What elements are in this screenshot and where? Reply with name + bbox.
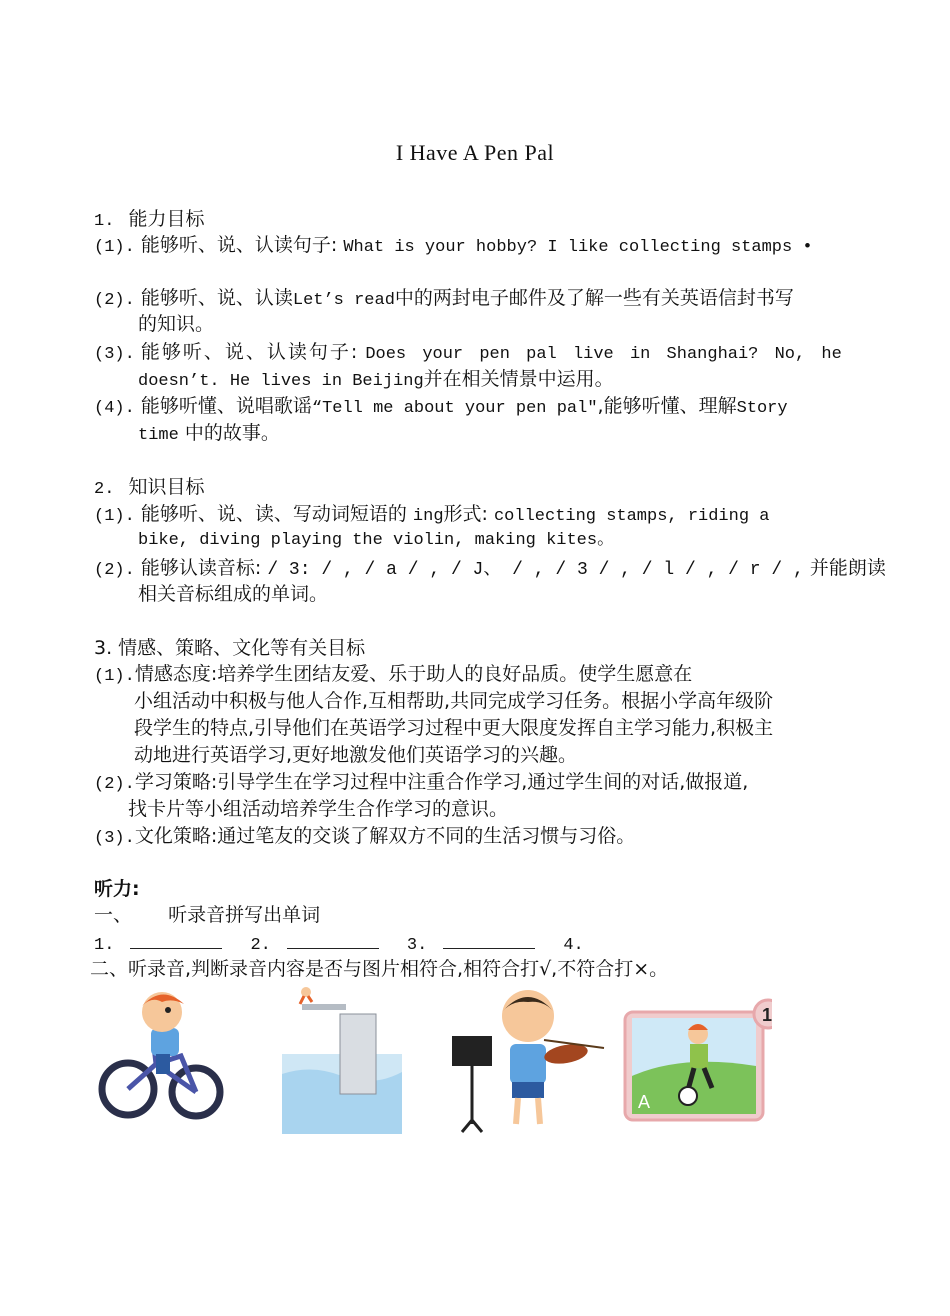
item-english: time (138, 426, 179, 445)
item-text: 能够听、说、读、写动词短语的 (140, 503, 407, 525)
item-number: (2). (94, 775, 135, 794)
s1-item-2-line2: 的知识。 (138, 313, 215, 335)
section-1-heading (94, 206, 204, 235)
item-english: Does your pen pal live in Shanghai? No, he (365, 345, 842, 364)
item-english-2: Story (736, 399, 788, 418)
heading-text: 知识目标 (128, 476, 205, 498)
item-number: (1). (94, 507, 135, 526)
s2-item-2 (94, 555, 886, 584)
item-text-2: 形式: (443, 503, 488, 525)
section-2-heading (94, 474, 204, 503)
item-number: (3). (94, 345, 135, 364)
blank-label: 3. (406, 936, 428, 955)
item-english: “Tell me about your pen pal″ (311, 399, 598, 418)
blank-label: 4. (563, 936, 584, 955)
question-text: 听录音拼写出单词 (168, 904, 321, 926)
s3-item-1-line2: 小组活动中积极与他人合作,互相帮助,共同完成学习任务。根据小学高年级阶 (134, 690, 774, 712)
boy-playing-football-card-image (622, 984, 772, 1134)
listening-q1 (94, 902, 320, 928)
item-text: 能够听、说、认读句子: (140, 234, 338, 256)
blank-label: 1. (94, 936, 115, 955)
question-number: 一、 (94, 904, 133, 926)
card-number: 1 (762, 1005, 772, 1025)
s3-item-2-line2: 找卡片等小组活动培养学生合作学习的意识。 (128, 798, 509, 820)
s3-item-1 (94, 661, 692, 690)
s2-item-2-line2: 相关音标组成的单词。 (138, 583, 329, 605)
item-number: (1). (94, 667, 135, 686)
item-number: (1). (94, 238, 135, 257)
s1-item-4 (94, 393, 788, 422)
item-text-2: 并能朗读 (809, 557, 886, 579)
item-english-2: collecting stamps, riding a (493, 507, 770, 526)
item-text-2: 中的两封电子邮件及了解一些有关英语信封书写 (394, 287, 794, 309)
item-number: (2). (94, 291, 135, 310)
s1-item-4-line2 (138, 420, 280, 449)
item-text: 文化策略:通过笔友的交谈了解双方不同的生活习惯与习俗。 (134, 825, 636, 847)
s1-item-3-line2 (138, 366, 614, 395)
section-3-heading: 3. 情感、策略、文化等有关目标 (94, 637, 366, 659)
item-text: 能够听、说、认读 (140, 287, 293, 309)
item-text: 能够认读音标: (140, 557, 262, 579)
s2-item-1-line2: bike, diving playing the violin, making kites。 (138, 531, 615, 550)
s1-item-3 (94, 339, 842, 368)
heading-number: 2. (94, 480, 115, 499)
s3-item-1-line3: 段学生的特点,引导他们在英语学习过程中更大限度发挥自主学习能力,积极主 (134, 717, 774, 739)
answer-blank-1[interactable] (130, 932, 222, 949)
item-text: 能够听、说、认读句子: (140, 341, 360, 363)
item-number: (4). (94, 399, 135, 418)
heading-text: 能力目标 (128, 208, 205, 230)
phonetic-symbols: / 3: / , / a / , / J、 / , / 3 / , / l / , / r / , (267, 560, 804, 580)
s3-item-1-line4: 动地进行英语学习,更好地激发他们英语学习的兴趣。 (134, 744, 578, 766)
s2-item-1 (94, 501, 769, 530)
item-text: 情感态度:培养学生团结友爱、乐于助人的良好品质。使学生愿意在 (134, 663, 693, 685)
item-text: 中的故事。 (184, 422, 280, 444)
heading-number: 1. (94, 212, 115, 231)
item-text: 学习策略:引导学生在学习过程中注重合作学习,通过学生间的对话,做报道, (134, 771, 749, 793)
diving-pool-image (282, 984, 412, 1134)
s3-item-3 (94, 823, 635, 852)
item-english: Let’s read (292, 291, 395, 310)
s1-item-2 (94, 285, 794, 314)
item-english: doesn’t. He lives in Beijing (138, 372, 424, 391)
item-number: (3). (94, 829, 135, 848)
item-number: (2). (94, 561, 135, 580)
answer-blanks (94, 930, 584, 959)
page-title: I Have A Pen Pal (395, 140, 555, 165)
item-text: 能够听懂、说唱歌谣 (140, 395, 312, 417)
blank-label: 2. (250, 936, 271, 955)
item-text-2: ,能够听懂、理解 (597, 395, 737, 417)
boy-playing-violin-image (448, 984, 608, 1134)
card-letter: A (638, 1092, 651, 1112)
item-text: 并在相关情景中运用。 (423, 368, 614, 390)
answer-blank-3[interactable] (443, 932, 535, 949)
s3-item-2 (94, 769, 748, 798)
item-english: What is your hobby? I like collecting stamps • (343, 238, 813, 257)
item-english: ing (412, 507, 444, 526)
boy-riding-bike-image (96, 984, 226, 1134)
listening-q2: 二、听录音,判断录音内容是否与图片相符合,相符合打√,不符合打×。 (90, 958, 669, 980)
s1-item-1 (94, 232, 813, 261)
listening-heading: 听力: (94, 878, 140, 900)
answer-blank-2[interactable] (287, 932, 379, 949)
